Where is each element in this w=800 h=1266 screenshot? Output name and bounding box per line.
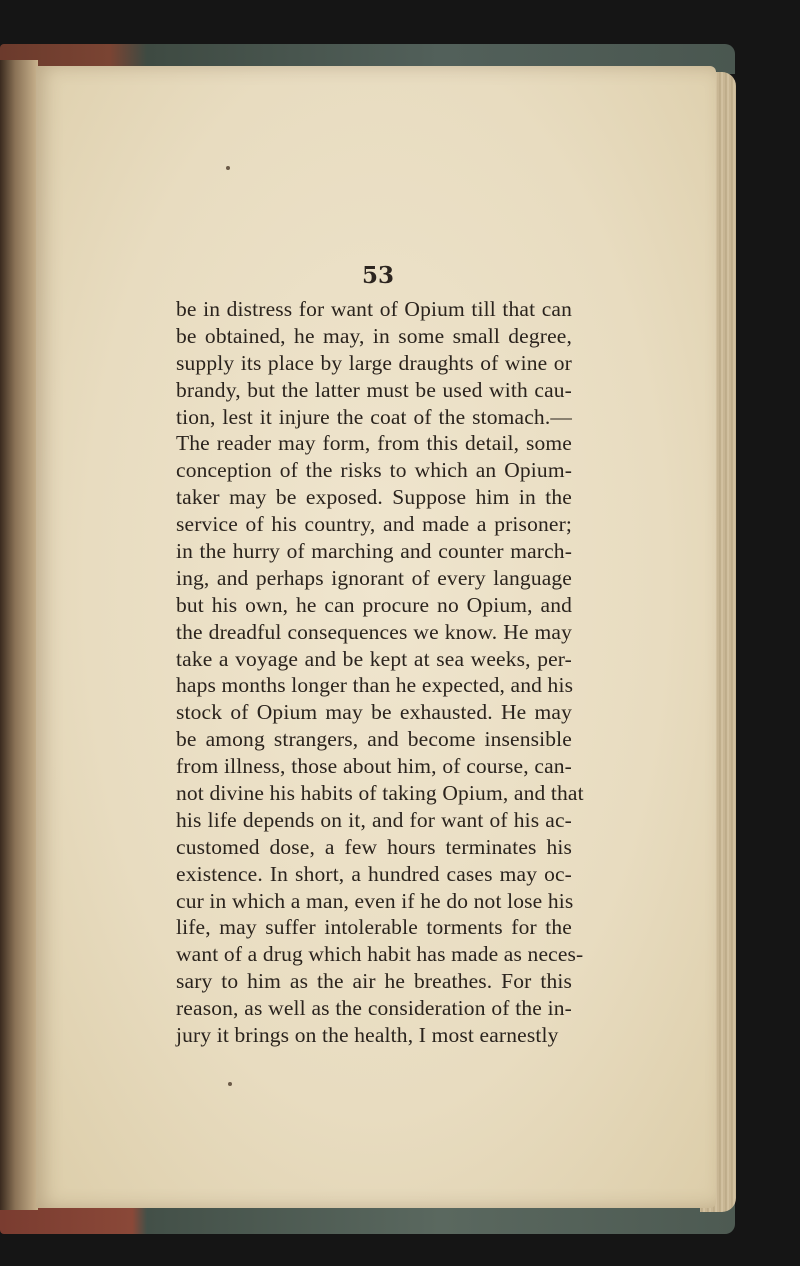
text-line: taker may be exposed. Suppose him in the <box>176 485 572 510</box>
text-line: cur in which a man, even if he do not lose his <box>176 888 574 913</box>
text-line: not divine his habits of taking Opium, and that <box>176 781 584 806</box>
text-line: in the hurry of marching and counter march- <box>176 539 572 564</box>
text-line: ing, and perhaps ignorant of every language <box>176 565 572 590</box>
text-line: take a voyage and be kept at sea weeks, per- <box>176 646 572 671</box>
text-line: be among strangers, and become insensible <box>176 727 572 752</box>
text-line: conception of the risks to which an Opium- <box>176 458 572 483</box>
page-body-text <box>176 296 584 1049</box>
text-line: but his own, he can procure no Opium, and <box>176 592 572 617</box>
text-line: the dreadful consequences we know. He may <box>176 619 572 644</box>
text-line: haps months longer than he expected, and his <box>176 673 574 698</box>
text-line: customed dose, a few hours terminates his <box>176 834 572 859</box>
text-line: be in distress for want of Opium till that can <box>176 297 572 321</box>
text-line: supply its place by large draughts of wine or <box>176 350 572 375</box>
paper-speck <box>226 166 230 170</box>
text-line: service of his country, and made a prisoner; <box>176 512 572 537</box>
text-line: sary to him as the air he breathes. For this <box>176 969 572 994</box>
text-line: jury it brings on the health, I most earnestly <box>176 1023 559 1048</box>
text-line: brandy, but the latter must be used with cau- <box>176 377 572 402</box>
text-line: be obtained, he may, in some small degree, <box>176 323 572 348</box>
book-spine <box>0 60 38 1210</box>
text-line: tion, lest it injure the coat of the stomach.— <box>176 404 572 429</box>
text-line: life, may suffer intolerable torments for the <box>176 915 572 940</box>
text-line: stock of Opium may be exhausted. He may <box>176 700 572 725</box>
text-line: reason, as well as the consideration of the in- <box>176 996 572 1021</box>
page-number: 53 <box>362 262 395 289</box>
text-line: existence. In short, a hundred cases may oc- <box>176 861 572 886</box>
text-line: his life depends on it, and for want of his ac- <box>176 807 572 832</box>
text-line: The reader may form, from this detail, some <box>176 431 572 456</box>
text-line: want of a drug which habit has made as neces- <box>176 942 584 967</box>
paper-speck <box>228 1082 232 1086</box>
text-line: from illness, those about him, of course, can- <box>176 754 572 779</box>
